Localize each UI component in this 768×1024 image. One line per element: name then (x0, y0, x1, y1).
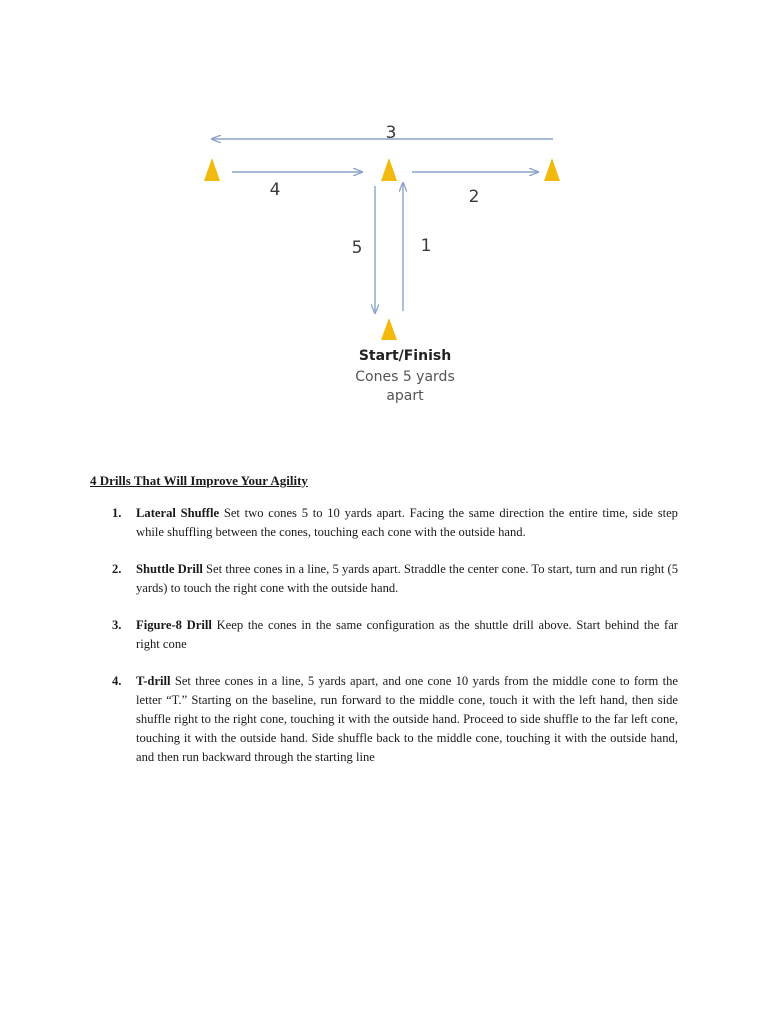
drill-list (112, 504, 678, 785)
caption-line-2: apart (386, 388, 424, 404)
drill-name: Figure-8 Drill (136, 618, 212, 632)
page-heading: 4 Drills That Will Improve Your Agility (90, 473, 308, 488)
drill-name: Shuttle Drill (136, 562, 203, 576)
caption-title: Start/Finish (358, 348, 452, 364)
drill-number: 1. (112, 506, 122, 520)
t-drill-diagram (0, 0, 768, 420)
drill-description (136, 672, 678, 767)
list-item (112, 616, 678, 654)
drill-text: Set two cones 5 to 10 yards apart. Facing the same direction the entire time, side step while shuffling between the cones, touching each cone with the outside hand. (136, 506, 678, 539)
drill-number: 2. (112, 562, 122, 576)
label-path-2: 2 (468, 187, 480, 207)
label-path-3: 3 (385, 123, 397, 143)
list-item (112, 504, 678, 542)
drill-text: Set three cones in a line, 5 yards apart. Straddle the center cone. To start, turn and run right (5 yards) to touch the right cone with the outside hand. (136, 562, 678, 595)
cone-left-icon (204, 158, 220, 181)
label-path-1: 1 (420, 236, 432, 256)
label-path-4: 4 (269, 180, 281, 200)
label-path-5: 5 (351, 238, 363, 258)
drill-description (136, 504, 678, 542)
drill-description (136, 616, 678, 654)
drill-name: T-drill (136, 674, 171, 688)
cone-start-icon (381, 318, 397, 340)
list-item (112, 560, 678, 598)
caption-line-1: Cones 5 yards (355, 369, 455, 385)
drill-name: Lateral Shuffle (136, 506, 220, 520)
drill-text: Set three cones in a line, 5 yards apart, and one cone 10 yards from the middle cone to form the letter “T.” Starting on the baseline, run forward to the middle cone, touch it with the left hand, then side shuffle right to the right cone, touching it with the outside hand. Proceed to side shuffle to the far left cone, touching it with the outside hand. Side shuffle back to the middle cone, touching it with the outside hand, and then run backward through the starting line (136, 674, 678, 764)
drill-number: 4. (112, 674, 122, 688)
drill-text: Keep the cones in the same configuration as the shuttle drill above. Start behind the far right cone (136, 618, 679, 651)
cone-middle-icon (381, 158, 397, 181)
drill-description (136, 560, 678, 598)
cone-right-icon (544, 158, 560, 181)
list-item (112, 672, 678, 767)
drill-number: 3. (112, 618, 122, 632)
